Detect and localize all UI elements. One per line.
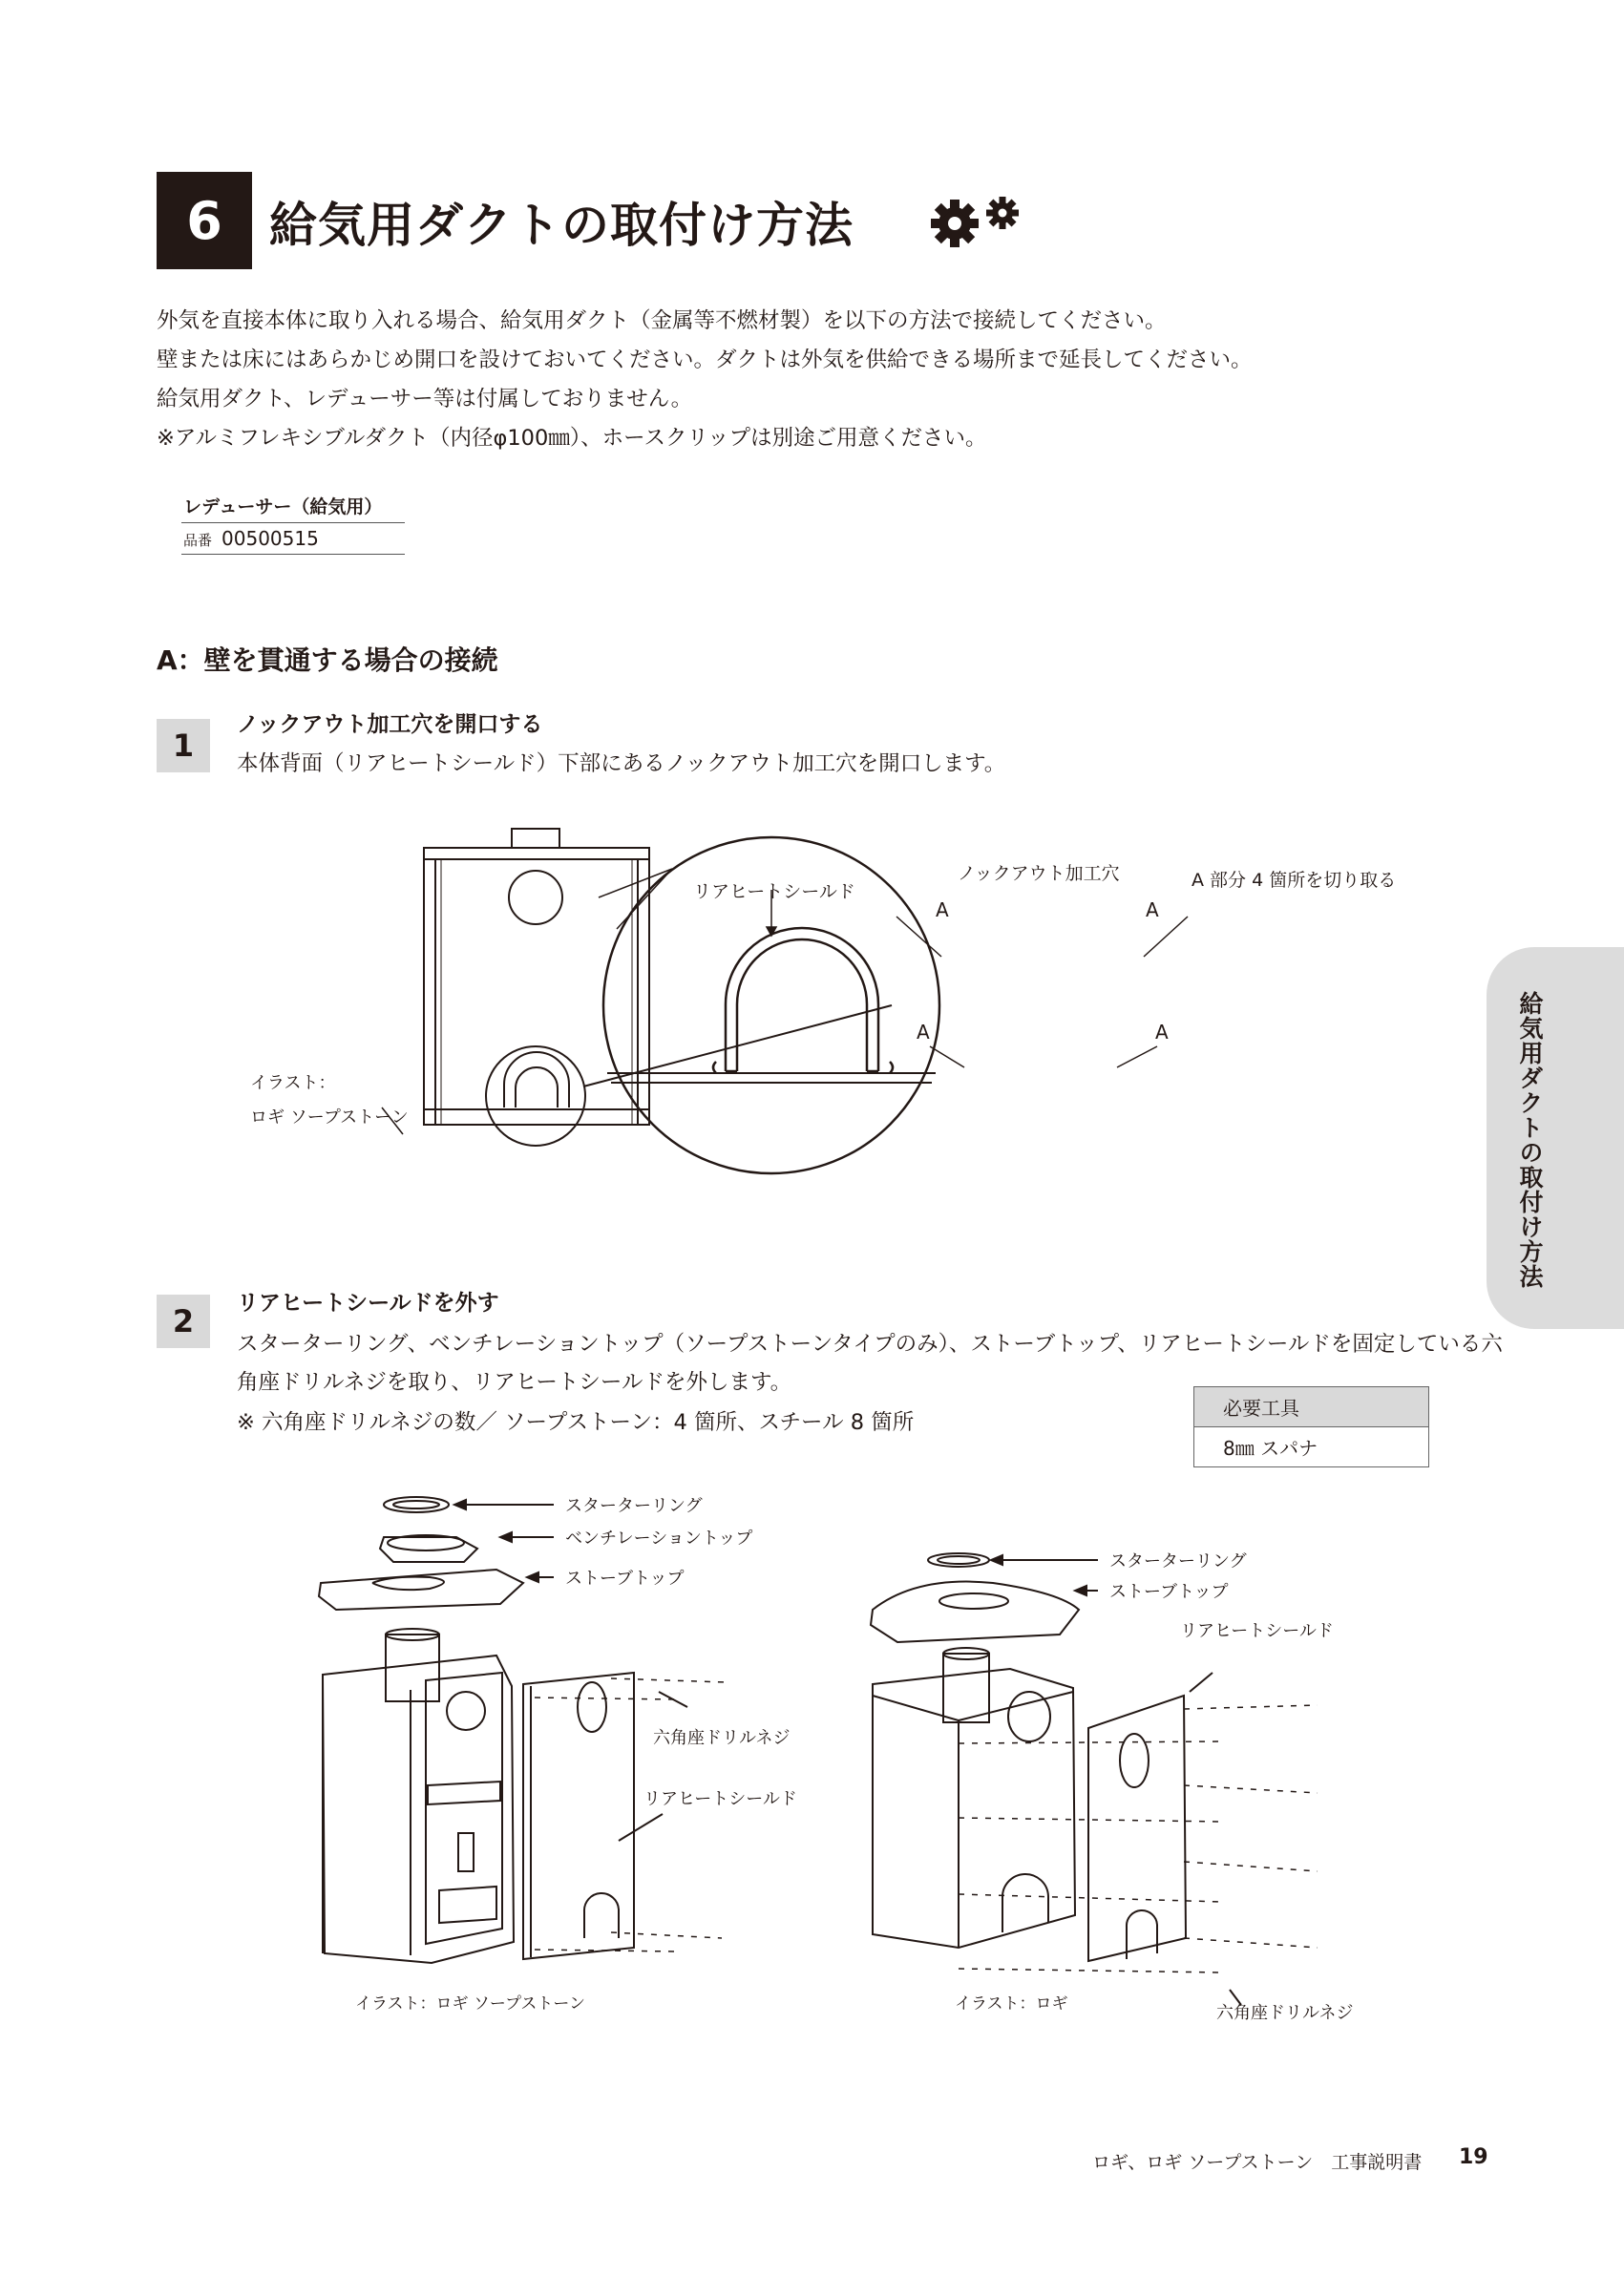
section-a-heading: A：壁を貫通する場合の接続 xyxy=(157,644,498,676)
stove-body-right xyxy=(873,1669,1075,1948)
callout-arrows xyxy=(382,869,1188,1134)
disassembly-figures xyxy=(0,1470,1624,2043)
left-vent-top-label: ベンチレーショントップ xyxy=(565,1529,753,1549)
right-stove-top-label: ストーブトップ xyxy=(1109,1582,1229,1602)
page-number: 19 xyxy=(1459,2145,1488,2169)
side-tab xyxy=(1487,947,1624,1329)
intro-line-2: 壁または床にはあらかじめ開口を設けておいてください。ダクトは外気を供給できる場所まで延長してください。 xyxy=(157,348,1253,372)
flue-left xyxy=(386,1635,439,1701)
left-caption: イラスト：ロギ ソープストーン xyxy=(355,1994,586,2014)
flue-hole xyxy=(509,871,562,924)
right-caption: イラスト：ロギ xyxy=(955,1994,1068,2014)
step-1-body: 本体背面（リアヒートシールド）下部にあるノックアウト加工穴を開口します。 xyxy=(237,751,1006,776)
step-1-title: ノックアウト加工穴を開口する xyxy=(237,712,543,737)
step-2-title: リアヒートシールドを外す xyxy=(237,1291,499,1316)
required-tools-table xyxy=(1193,1386,1429,1467)
mark-a-4: A xyxy=(1155,1021,1169,1044)
tools-header: 必要工具 xyxy=(1194,1387,1428,1427)
step-1-number: 1 xyxy=(157,719,210,772)
knockout-hole-small xyxy=(504,1052,569,1107)
cut-label: A 部分 4 箇所を切り取る xyxy=(1192,870,1397,891)
page-title: 給気用ダクトの取付け方法 xyxy=(269,198,854,253)
mark-a-2: A xyxy=(1146,898,1159,921)
left-stove-top-label: ストーブトップ xyxy=(565,1569,685,1589)
detail-circle-small xyxy=(486,1046,585,1146)
footer-text: ロギ、ロギ ソープストーン 工事説明書 xyxy=(1092,2152,1423,2173)
illust-label-2: ロギ ソープストーン xyxy=(250,1107,409,1128)
step-2-body-1: スターターリング、ベンチレーショントップ（ソープストーンタイプのみ）、ストーブトップ、リアヒートシールドを固定している六 xyxy=(237,1332,1503,1357)
mark-a-1: A xyxy=(936,898,949,921)
illust-label-1: イラスト： xyxy=(250,1073,336,1093)
flue-collar xyxy=(512,829,559,848)
step-2-body-2: 角座ドリルネジを取り、リアヒートシールドを外します。 xyxy=(237,1370,792,1395)
right-starter-ring-label: スターターリング xyxy=(1109,1551,1247,1571)
flue-right xyxy=(943,1654,989,1722)
knockout-label: ノックアウト加工穴 xyxy=(958,863,1120,884)
tools-item: 8㎜ スパナ xyxy=(1223,1437,1318,1460)
section-number: 6 xyxy=(157,172,252,269)
side-tab-label: 給気用ダクトの取付け方法 xyxy=(1516,991,1544,1289)
right-shield-label: リアヒートシールド xyxy=(1180,1621,1334,1641)
left-starter-ring-label: スターターリング xyxy=(565,1496,703,1516)
stove-top-right xyxy=(871,1582,1079,1642)
left-shield-label: リアヒートシールド xyxy=(643,1789,797,1809)
mark-a-3: A xyxy=(917,1021,930,1044)
shield-label: リアヒートシールド xyxy=(693,881,855,902)
part-number: 00500515 xyxy=(221,527,319,550)
knockout-arch-shape xyxy=(713,928,893,1073)
intro-line-1: 外気を直接本体に取り入れる場合、給気用ダクト（金属等不燃材製）を以下の方法で接続してください。 xyxy=(157,308,1167,333)
intro-line-3: 給気用ダクト、レデューサー等は付属しておりません。 xyxy=(157,387,693,411)
part-number-label: 品番 xyxy=(183,532,213,549)
part-name: レデューサー（給気用） xyxy=(181,491,405,523)
rear-shield-right xyxy=(1088,1696,1186,1961)
step-2-number: 2 xyxy=(157,1295,210,1348)
right-screw-label: 六角座ドリルネジ xyxy=(1216,2003,1354,2023)
step-2-note: ※ 六角座ドリルネジの数／ ソープストーン：4 箇所、スチール 8 箇所 xyxy=(237,1410,915,1435)
left-screw-label: 六角座ドリルネジ xyxy=(653,1728,791,1748)
intro-line-4: ※アルミフレキシブルダクト（内径φ100㎜）、ホースクリップは別途ご用意ください。 xyxy=(157,426,987,451)
